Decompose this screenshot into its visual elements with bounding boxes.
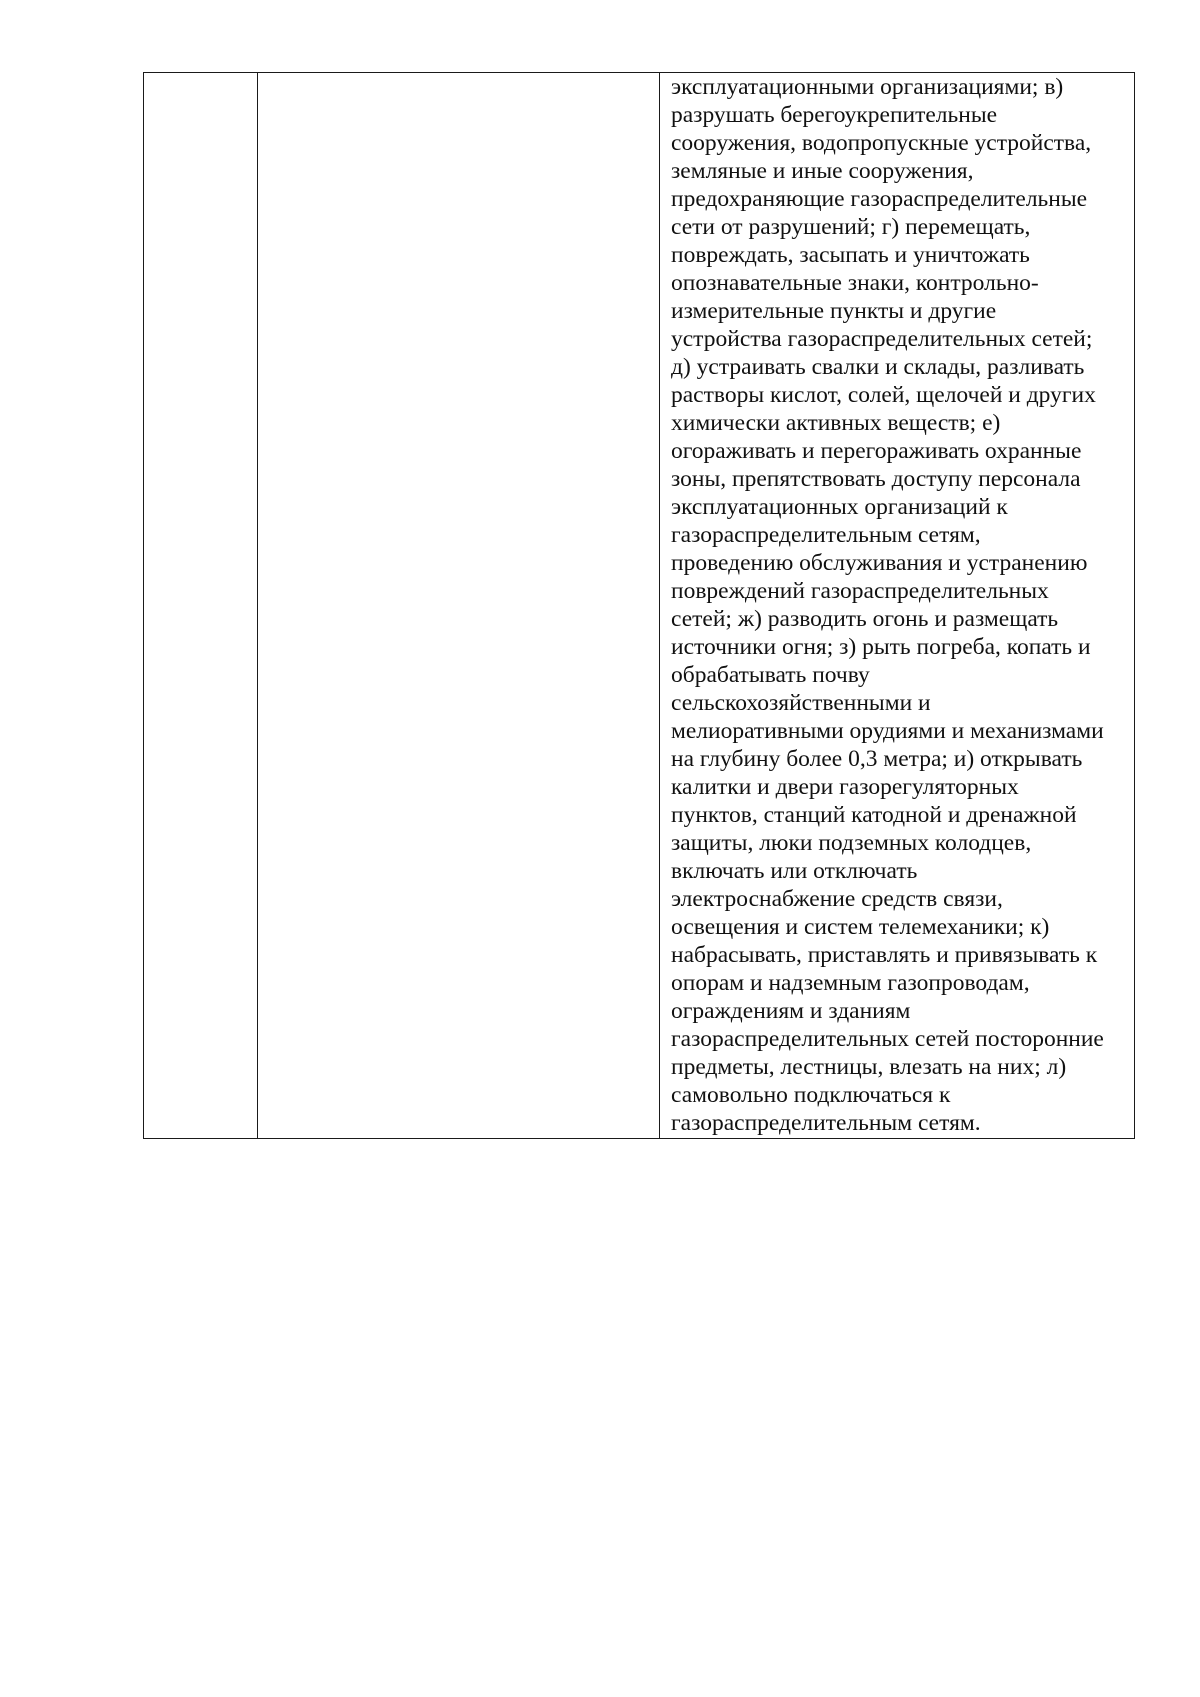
table-row <box>144 73 1135 1139</box>
table-cell-name <box>258 73 660 1139</box>
text-line: сетей; ж) разводить огонь и размещать <box>671 606 1059 632</box>
table-cell-number <box>144 73 258 1139</box>
text-line: огораживать и перегораживать охранные <box>671 438 1082 464</box>
text-line: освещения и систем телемеханики; к) <box>671 914 1050 940</box>
text-line: пунктов, станций катодной и дренажной <box>671 802 1077 828</box>
text-line: измерительные пункты и другие <box>671 298 997 324</box>
text-line: включать или отключать <box>671 858 918 884</box>
text-line: набрасывать, приставлять и привязывать к <box>671 942 1098 968</box>
text-line: источники огня; з) рыть погреба, копать и <box>671 634 1091 660</box>
text-line: газораспределительным сетям, <box>671 522 981 548</box>
text-line: предметы, лестницы, влезать на них; л) <box>671 1054 1067 1080</box>
text-line: электроснабжение средств связи, <box>671 886 1003 912</box>
text-line: устройства газораспределительных сетей; <box>671 326 1093 352</box>
text-line: сооружения, водопропускные устройства, <box>671 130 1092 156</box>
restrictions-text <box>660 73 1134 1138</box>
document-table <box>143 72 1135 1139</box>
text-line: обрабатывать почву <box>671 662 870 688</box>
text-line: разрушать берегоукрепительные <box>671 102 998 128</box>
text-line: земляные и иные сооружения, <box>671 158 974 184</box>
text-line: предохраняющие газораспределительные <box>671 186 1088 212</box>
text-line: эксплуатационными организациями; в) <box>671 74 1064 100</box>
text-line: ограждениям и зданиям <box>671 998 911 1024</box>
text-line: химически активных веществ; е) <box>671 410 1001 436</box>
text-line: опорам и надземным газопроводам, <box>671 970 1030 996</box>
table-cell-restrictions <box>660 73 1135 1139</box>
text-line: повреждений газораспределительных <box>671 578 1049 604</box>
text-line: повреждать, засыпать и уничтожать <box>671 242 1030 268</box>
text-line: на глубину более 0,3 метра; и) открывать <box>671 746 1083 772</box>
text-line: зоны, препятствовать доступу персонала <box>671 466 1081 492</box>
text-line: калитки и двери газорегуляторных <box>671 774 1019 800</box>
text-line: проведению обслуживания и устранению <box>671 550 1088 576</box>
text-line: газораспределительных сетей посторонние <box>671 1026 1104 1052</box>
text-line: эксплуатационных организаций к <box>671 494 1008 520</box>
text-line: самовольно подключаться к <box>671 1082 951 1108</box>
text-line: растворы кислот, солей, щелочей и других <box>671 382 1096 408</box>
text-line: д) устраивать свалки и склады, разливать <box>671 354 1085 380</box>
text-line: защиты, люки подземных колодцев, <box>671 830 1032 856</box>
text-line: сельскохозяйственными и <box>671 690 931 716</box>
text-line: мелиоративными орудиями и механизмами <box>671 718 1104 744</box>
text-line: газораспределительным сетям. <box>671 1110 981 1136</box>
text-line: опознавательные знаки, контрольно- <box>671 270 1039 296</box>
text-line: сети от разрушений; г) перемещать, <box>671 214 1031 240</box>
